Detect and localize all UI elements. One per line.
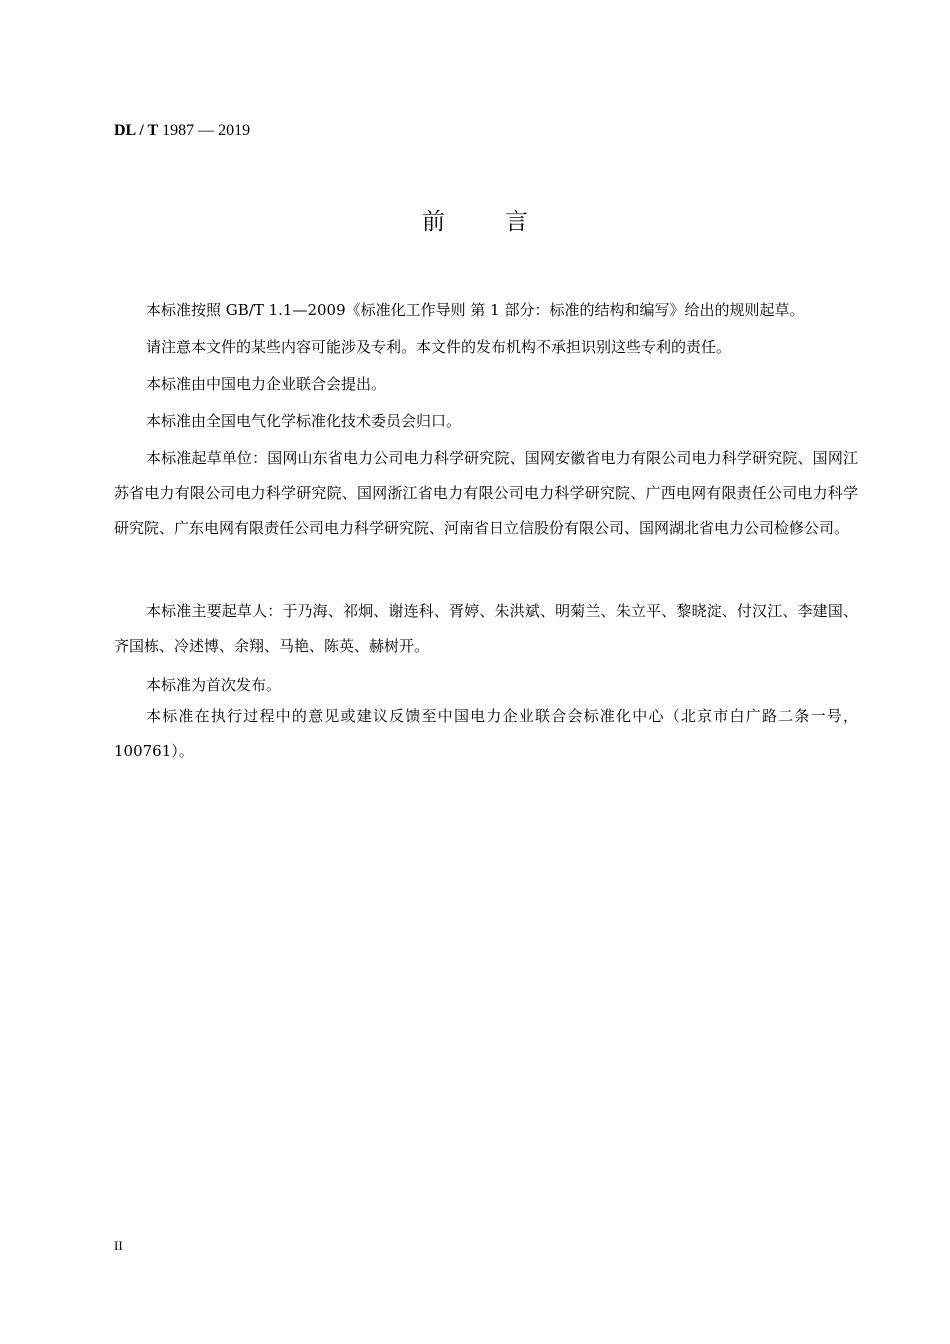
paragraph-drafting-rules: 本标准按照 GB/T 1.1—2009《标准化工作导则 第 1 部分：标准的结构和编写》给出的规则起草。 xyxy=(146,301,805,319)
page-title-char-2: 言 xyxy=(505,209,528,235)
paragraph-patent-notice: 请注意本文件的某些内容可能涉及专利。本文件的发布机构不承担识别这些专利的责任。 xyxy=(146,338,732,356)
paragraph-managed-by: 本标准由全国电气化学标准化技术委员会归口。 xyxy=(146,412,462,430)
paragraph-proposed-by: 本标准由中国电力企业联合会提出。 xyxy=(146,375,387,393)
page-number: II xyxy=(114,1238,123,1253)
paragraph-feedback: 本标准在执行过程中的意见或建议反馈至中国电力企业联合会标准化中心（北京市白广路二条一号，100761）。 xyxy=(114,707,858,760)
paragraph-drafting-units: 本标准起草单位：国网山东省电力公司电力科学研究院、国网安徽省电力有限公司电力科学研究院、国网江苏省电力有限公司电力科学研究院、国网浙江省电力有限公司电力科学研究院、广西电网有限责任公司电力科学研究院、广东电网有限责任公司电力科学研究院、河南省日立信股份有限公司、国网湖北省电力公司检修公司。 xyxy=(114,449,858,537)
standard-code-prefix: DL / T xyxy=(114,122,159,139)
paragraph-first-release: 本标准为首次发布。 xyxy=(146,676,282,694)
page-title-char-1: 前 xyxy=(422,209,445,235)
paragraph-main-drafters: 本标准主要起草人：于乃海、祁炯、谢连科、胥婷、朱洪斌、明菊兰、朱立平、黎晓淀、付汉江、李建国、齐国栋、冷述博、余翔、马艳、陈英、赫树开。 xyxy=(114,602,858,655)
standard-code-number: 1987 — 2019 xyxy=(158,122,251,139)
page-title xyxy=(0,206,950,238)
standard-code xyxy=(114,121,250,141)
